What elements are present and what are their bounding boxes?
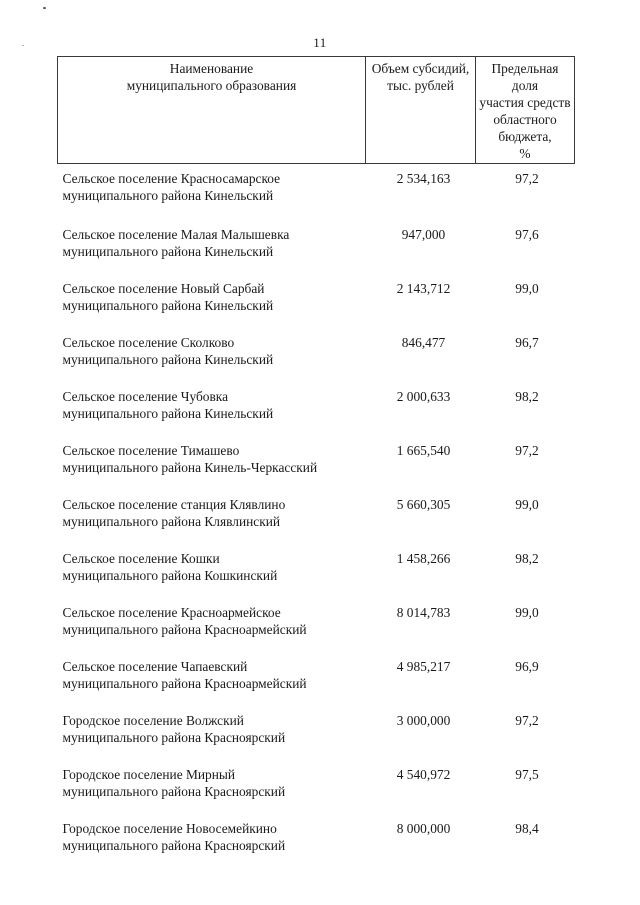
column-header-amount [366, 57, 476, 164]
subsidy-amount: 2 534,163 [396, 171, 451, 186]
subsidy-amount: 2 000,633 [396, 389, 451, 404]
header-line: участия средств [479, 95, 571, 110]
municipality-district: муниципального района Красноярский [62, 784, 286, 799]
budget-share: 99,0 [515, 497, 539, 512]
table-row [58, 550, 575, 604]
municipality-cell [58, 820, 366, 874]
table-row [58, 442, 575, 496]
header-line: Наименование [169, 61, 254, 76]
municipality-cell [58, 496, 366, 550]
municipality-cell [58, 712, 366, 766]
table-row [58, 604, 575, 658]
table-row [58, 280, 575, 334]
table-row [58, 388, 575, 442]
municipality-cell [58, 604, 366, 658]
budget-share: 97,2 [515, 713, 539, 728]
municipality-district: муниципального района Кинельский [62, 298, 274, 313]
header-line: Объем субсидий, [371, 61, 470, 76]
municipality-cell [58, 164, 366, 227]
municipality-cell [58, 442, 366, 496]
municipality-district: муниципального района Кинель-Черкасский [62, 460, 318, 475]
municipality-district: муниципального района Кинельский [62, 188, 274, 203]
subsidy-amount: 2 143,712 [396, 281, 451, 296]
municipality-cell [58, 550, 366, 604]
header-line: Предельная [491, 61, 559, 76]
municipality-name: Городское поселение Мирный [62, 767, 236, 782]
municipality-name: Сельское поселение Тимашево [62, 443, 240, 458]
scan-speck [43, 7, 46, 9]
municipality-name: Сельское поселение станция Клявлино [62, 497, 286, 512]
subsidy-amount: 5 660,305 [396, 497, 451, 512]
municipality-district: муниципального района Красноармейский [62, 622, 307, 637]
budget-share: 98,2 [515, 389, 539, 404]
municipality-name: Сельское поселение Чубовка [62, 389, 229, 404]
subsidy-amount: 8 000,000 [396, 821, 451, 836]
table-row [58, 496, 575, 550]
municipality-cell [58, 388, 366, 442]
budget-share: 99,0 [515, 281, 539, 296]
municipality-district: муниципального района Клявлинский [62, 514, 281, 529]
budget-share: 97,2 [515, 171, 539, 186]
table-row [58, 766, 575, 820]
subsidy-amount: 947,000 [401, 227, 446, 242]
table-row [58, 820, 575, 874]
municipality-district: муниципального района Кинельский [62, 406, 274, 421]
municipality-name: Сельское поселение Красноармейское [62, 605, 281, 620]
budget-share: 98,4 [515, 821, 539, 836]
column-header-name [58, 57, 366, 164]
budget-share: 96,7 [515, 335, 539, 350]
subsidy-amount: 8 014,783 [396, 605, 451, 620]
subsidy-amount: 3 000,000 [396, 713, 451, 728]
municipality-name: Городское поселение Волжский [62, 713, 244, 728]
municipality-cell [58, 766, 366, 820]
subsidy-amount: 4 985,217 [396, 659, 451, 674]
municipality-cell [58, 658, 366, 712]
page-number: 11 [313, 35, 327, 50]
municipality-name: Сельское поселение Чапаевский [62, 659, 248, 674]
municipality-district: муниципального района Красноармейский [62, 676, 307, 691]
municipality-cell [58, 280, 366, 334]
table-row [58, 712, 575, 766]
column-header-share [476, 57, 575, 164]
municipality-name: Сельское поселение Малая Малышевка [62, 227, 290, 242]
budget-share: 97,2 [515, 443, 539, 458]
municipality-cell [58, 226, 366, 280]
budget-share: 97,5 [515, 767, 539, 782]
table-row [58, 334, 575, 388]
municipality-name: Сельское поселение Сколково [62, 335, 235, 350]
header-line: бюджета, [498, 129, 552, 144]
header-line: % [519, 146, 531, 161]
municipality-cell [58, 334, 366, 388]
table-body [58, 164, 575, 875]
municipality-name: Сельское поселение Кошки [62, 551, 220, 566]
municipality-district: муниципального района Кинельский [62, 244, 274, 259]
municipality-district: муниципального района Красноярский [62, 838, 286, 853]
budget-share: 99,0 [515, 605, 539, 620]
subsidy-amount: 1 665,540 [396, 443, 451, 458]
header-line: тыс. рублей [387, 78, 454, 93]
table-row [58, 658, 575, 712]
municipality-name: Сельское поселение Красносамарское [62, 171, 281, 186]
budget-share: 98,2 [515, 551, 539, 566]
subsidies-table [57, 56, 575, 874]
municipality-district: муниципального района Красноярский [62, 730, 286, 745]
subsidy-amount: 1 458,266 [396, 551, 451, 566]
municipality-name: Городское поселение Новосемейкино [62, 821, 277, 836]
table-row [58, 164, 575, 227]
header-line: доля [511, 78, 539, 93]
subsidy-amount: 4 540,972 [396, 767, 451, 782]
municipality-district: муниципального района Кинельский [62, 352, 274, 367]
header-line: муниципального образования [126, 78, 297, 93]
header-line: областного [493, 112, 557, 127]
municipality-name: Сельское поселение Новый Сарбай [62, 281, 265, 296]
table-header [58, 57, 575, 164]
budget-share: 97,6 [515, 227, 539, 242]
table-row [58, 226, 575, 280]
budget-share: 96,9 [515, 659, 539, 674]
municipality-district: муниципального района Кошкинский [62, 568, 278, 583]
subsidy-amount: 846,477 [401, 335, 446, 350]
